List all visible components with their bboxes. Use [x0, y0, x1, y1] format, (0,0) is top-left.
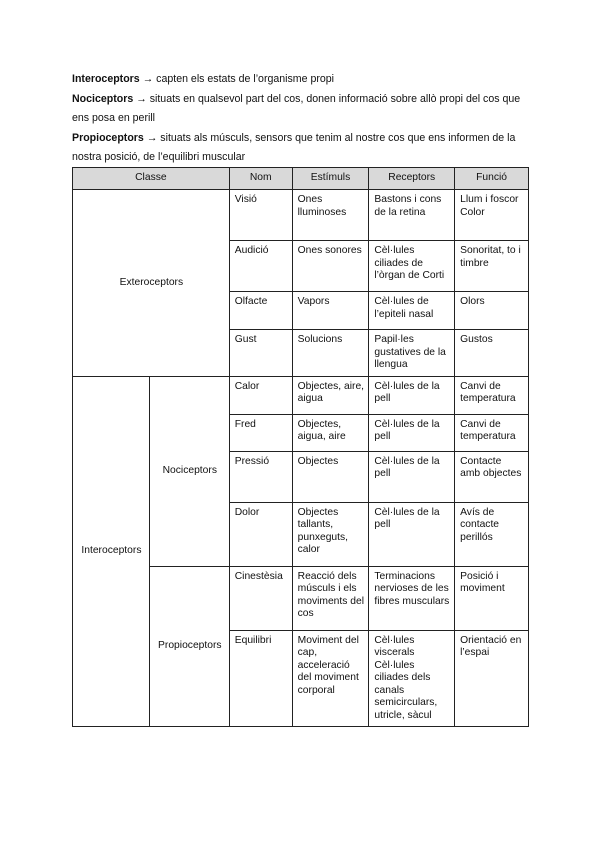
cell-receptors: Cèl·lules ciliades de l’òrgan de Corti [369, 241, 455, 292]
cell-receptors: Cèl·lules de la pell [369, 451, 455, 502]
group-exteroceptors: Exteroceptors [73, 190, 230, 377]
cell-estimuls: Ones sonores [292, 241, 369, 292]
cell-funcio: Posició i moviment [455, 566, 529, 630]
cell-nom: Gust [229, 330, 292, 377]
cell-estimuls: Objectes tallants, punxeguts, calor [292, 502, 369, 566]
cell-estimuls: Solucions [292, 330, 369, 377]
intro-line-interoceptors [72, 70, 532, 90]
cell-nom: Equilibri [229, 630, 292, 727]
header-funcio: Funció [455, 168, 529, 190]
cell-estimuls: Moviment del cap, acceleració del moviment corporal [292, 630, 369, 727]
cell-nom: Olfacte [229, 292, 292, 330]
term-interoceptors: Interoceptors [72, 73, 140, 85]
cell-funcio: Canvi de temperatura [455, 376, 529, 414]
subgroup-nociceptors: Nociceptors [149, 376, 229, 566]
cell-nom: Audició [229, 241, 292, 292]
cell-funcio: Contacte amb objectes [455, 451, 529, 502]
cell-nom: Dolor [229, 502, 292, 566]
cell-estimuls: Ones lluminoses [292, 190, 369, 241]
receptors-table [72, 167, 529, 727]
header-receptors: Receptors [369, 168, 455, 190]
table-row [73, 376, 529, 414]
cell-nom: Pressió [229, 451, 292, 502]
cell-estimuls: Reacció dels músculs i els moviments del cos [292, 566, 369, 630]
intro-section [72, 70, 532, 168]
definition-propioceptors: → situats als músculs, sensors que tenim al nostre cos que ens informen de la nostra posició, de l’equilibri muscular [72, 131, 516, 163]
cell-funcio: Llum i foscor Color [455, 190, 529, 241]
header-classe: Classe [73, 168, 230, 190]
header-nom: Nom [229, 168, 292, 190]
cell-receptors: Cèl·lules de la pell [369, 502, 455, 566]
cell-nom: Visió [229, 190, 292, 241]
cell-nom: Calor [229, 376, 292, 414]
cell-receptors: Cèl·lules de l’epiteli nasal [369, 292, 455, 330]
intro-line-propioceptors [72, 129, 532, 168]
cell-receptors: Cèl·lules de la pell [369, 414, 455, 451]
definition-nociceptors: → situats en qualsevol part del cos, donen informació sobre allò propi del cos que ens posa en perill [72, 92, 521, 124]
cell-funcio: Canvi de temperatura [455, 414, 529, 451]
table-header-row [73, 168, 529, 190]
cell-receptors: Cèl·lules viscerals Cèl·lules ciliades dels canals semicirculars, utricle, sàcul [369, 630, 455, 727]
group-interoceptors: Interoceptors [73, 376, 150, 727]
cell-nom: Cinestèsia [229, 566, 292, 630]
cell-funcio: Gustos [455, 330, 529, 377]
cell-receptors: Cèl·lules de la pell [369, 376, 455, 414]
cell-receptors: Bastons i cons de la retina [369, 190, 455, 241]
cell-funcio: Orientació en l’espai [455, 630, 529, 727]
cell-funcio: Olors [455, 292, 529, 330]
cell-receptors: Terminacions nervioses de les fibres musculars [369, 566, 455, 630]
header-estimuls: Estímuls [292, 168, 369, 190]
table-row [73, 190, 529, 241]
cell-estimuls: Objectes, aire, aigua [292, 376, 369, 414]
cell-funcio: Avís de contacte perillós [455, 502, 529, 566]
definition-interoceptors: → capten els estats de l’organisme propi [139, 73, 335, 85]
intro-line-nociceptors [72, 90, 532, 129]
subgroup-propioceptors: Propioceptors [149, 566, 229, 727]
cell-funcio: Sonoritat, to i timbre [455, 241, 529, 292]
term-propioceptors: Propioceptors [72, 131, 144, 144]
cell-estimuls: Vapors [292, 292, 369, 330]
cell-nom: Fred [229, 414, 292, 451]
cell-receptors: Papil·les gustatives de la llengua [369, 330, 455, 377]
term-nociceptors: Nociceptors [72, 92, 134, 105]
cell-estimuls: Objectes [292, 451, 369, 502]
cell-estimuls: Objectes, aigua, aire [292, 414, 369, 451]
